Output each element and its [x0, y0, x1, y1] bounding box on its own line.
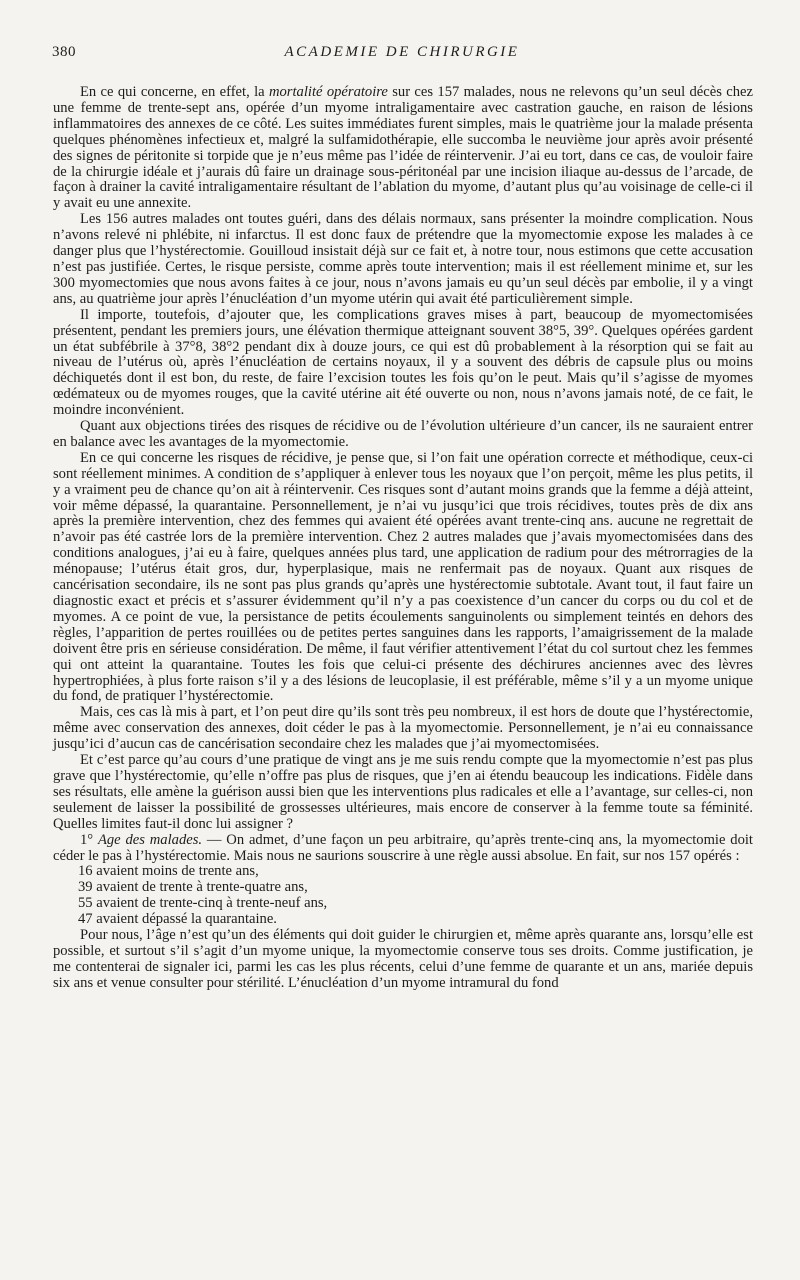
running-head: ACADEMIE DE CHIRURGIE: [284, 44, 520, 60]
paragraph-age-malades: 1° Age des malades. — On admet, d’une façon un peu arbitraire, qu’après trente-cinq ans, la myomectomie doit céder le pas à l’hystérectomie. Mais nous ne saurions souscrire à une règle aussi absolue. En fait, sur nos 157 opérés :: [53, 831, 753, 864]
paragraph-complications: Il importe, toutefois, d’ajouter que, les complications graves mises à part, beaucoup de myomectomisées présentent, pendant les premiers jours, une élévation thermique atteignant souvent 38°5, 39°. Quelques opérées gardent un état subfébrile à 37°8, 38°2 pendant dix à douze jours, ce qui est dû probablement à la résorption qui se fait au niveau de l’utérus où, après l’énucléation de certains noyaux, il y a souvent des débris de capsule plus ou moins déchiquetés dont il est bon, du reste, de faire l’excision toutes les fois qu’on le peut. Mais qu’il s’agisse de myomes œdémateux ou de myomes rouges, que la cavité utérine ait été ouverte ou non, nous n’avons jamais noté, de ce fait, le moindre inconvénient.: [53, 306, 753, 419]
list-item: 55 avaient de trente-cinq à trente-neuf ans,: [78, 895, 328, 912]
paragraph-guerison: Les 156 autres malades ont toutes guéri, dans des délais normaux, sans présenter la moindre complication. Nous n’avons relevé ni phlébite, ni infarctus. Il est donc faux de prétendre que la myomectomie expose les malades à ce danger plus que l’hystérectomie. Gouilloud insistait déjà sur ce fait et, à notre tour, nous estimons que cette accusation n’est pas justifiée. Certes, le risque persiste, comme après toute intervention; mais il est réellement minime et, sur les 300 myomectomies que nous avons faites à ce jour, nous n’avons jamais eu qu’un seul décès par embolie, il y a vingt ans, au quatrième jour après l’énucléation d’un myome utérin qui avait été particulièrement simple.: [53, 211, 753, 307]
paragraph-recidive: En ce qui concerne les risques de récidive, je pense que, si l’on fait une opération correcte et méthodique, ceux-ci sont réellement minimes. A condition de s’appliquer à enlever tous les noyaux que l’on perçoit, même les plus petits, il y a vraiment peu de chance qu’on ait à réintervenir. Ces risques sont d’autant moins grands que la femme a déjà atteint, voir même dépassé, la quarantaine. Personnellement, je n’ai vu jusqu’ici que trois récidives, toutes près de dix ans après la première intervention, chez des femmes qui avaient été opérées avant trente-cinq ans. aucune ne regrettait de n’avoir pas été castrée lors de la première intervention. Chez 2 autres malades que j’avais myomectomisées dans des conditions analogues, j’ai eu à faire, quelques années plus tard, une application de radium pour des métrorragies de la ménopause; l’utérus était gros, dur, hyperplasique, mais ne renfermait pas de noyaux. Quant aux risques de cancérisation secondaire, ils ne sont pas plus grands qu’après une hystérectomie subtotale. Avant tout, il faut faire un diagnostic exact et précis et s’assurer évidemment qu’il n’y a pas coexistence d’un cancer du corps ou du col et de myomes. A ce point de vue, la persistance de petits écoulements sanguinolents ou simplement teintés en dehors des règles, l’apparition de pertes rouillées ou de petites pertes sanguines dans les rapports, l’amaigrissement de la malade doivent être pris en sérieuse considération. De même, il faut vérifier attentivement l’état du col surtout chez les femmes qui ont atteint la quarantaine. Toutes les fois que celui-ci présente des déchirures anciennes avec des lèvres hypertrophiées, à plus forte raison s’il y a des lésions de leucoplasie, il est préférable, même s’il y a un myome unique du fond, de pratiquer l’hystérectomie.: [53, 449, 753, 705]
list-item: 16 avaient moins de trente ans,: [78, 863, 259, 880]
body-text: [53, 85, 753, 992]
paragraph-conclusion: Pour nous, l’âge n’est qu’un des éléments qui doit guider le chirurgien et, même après quarante ans, lorsqu’elle est possible, et surtout s’il s’agit d’un myome unique, la myomectomie conserve tous ses droits. Comme justification, je me contenterai de signaler ici, parmi les cas les plus récents, celui d’une femme de quarante et un ans, mariée depuis six ans et venue consulter pour stérilité. L’énucléation d’un myome intramural du fond: [53, 927, 753, 991]
page-number: 380: [52, 44, 76, 60]
paragraph-pratique: Et c’est parce qu’au cours d’une pratique de vingt ans je me suis rendu compte que la myomectomie n’est pas plus grave que l’hystérectomie, qu’elle n’offre pas plus de risques, que j’en ai étendu beaucoup les indications. Fidèle dans ses résultats, elle amène la guérison aussi bien que les interventions plus radicales et elle a l’avantage, sur celles-ci, non seulement de laisser la possibilité de grossesses ultérieures, mais encore de conserver à la femme toute sa féminité. Quelles limites faut-il donc lui assigner ?: [53, 752, 753, 832]
emphasis-mortalite: mortalité opératoire: [268, 84, 388, 100]
emphasis-age-malades: Age des malades.: [97, 831, 203, 848]
list-item: 47 avaient dépassé la quarantaine.: [78, 911, 277, 928]
list-item: 39 avaient de trente à trente-quatre ans,: [78, 879, 308, 896]
paragraph-objections: Quant aux objections tirées des risques de récidive ou de l’évolution ultérieure d’un cancer, ils ne sauraient entrer en balance avec les avantages de la myomectomie.: [53, 418, 753, 450]
page-header: [52, 44, 752, 64]
paragraph-mortalite: En ce qui concerne, en effet, la mortalité opératoire sur ces 157 malades, nous ne relevons qu’un seul décès chez une femme de trente-sept ans, opérée d’un myome intraligamentaire avec castration gauche, en raison de lésions inflammatoires des annexes de ce côté. Les suites immédiates furent simples, mais le quatrième jour la malade présenta quelques phénomènes infectieux et, malgré la sulfamidothérapie, elle succomba le neuvième jour après avoir présenté des signes de péritonite si torpide que je n’eus même pas l’idée de réintervenir. J’ai eu tort, dans ce cas, de vouloir faire de la chirurgie idéale et j’aurais dû faire un drainage sous-péritonéal par une incision iliaque au-dessus de l’arcade, de façon à drainer la cavité intraligamentaire résultant de l’ablation du myome, d’autant plus qu’au voisinage de celle-ci il y avait eu une annexite.: [53, 84, 753, 212]
paragraph-cas-mis-a-part: Mais, ces cas là mis à part, et l’on peut dire qu’ils sont très peu nombreux, il est hors de doute que l’hystérectomie, même avec conservation des annexes, doit céder le pas à la myomectomie. Personnellement, je n’ai eu connaissance jusqu’ici d’aucun cas de cancérisation secondaire chez les malades que j’ai myomectomisées.: [53, 704, 753, 753]
